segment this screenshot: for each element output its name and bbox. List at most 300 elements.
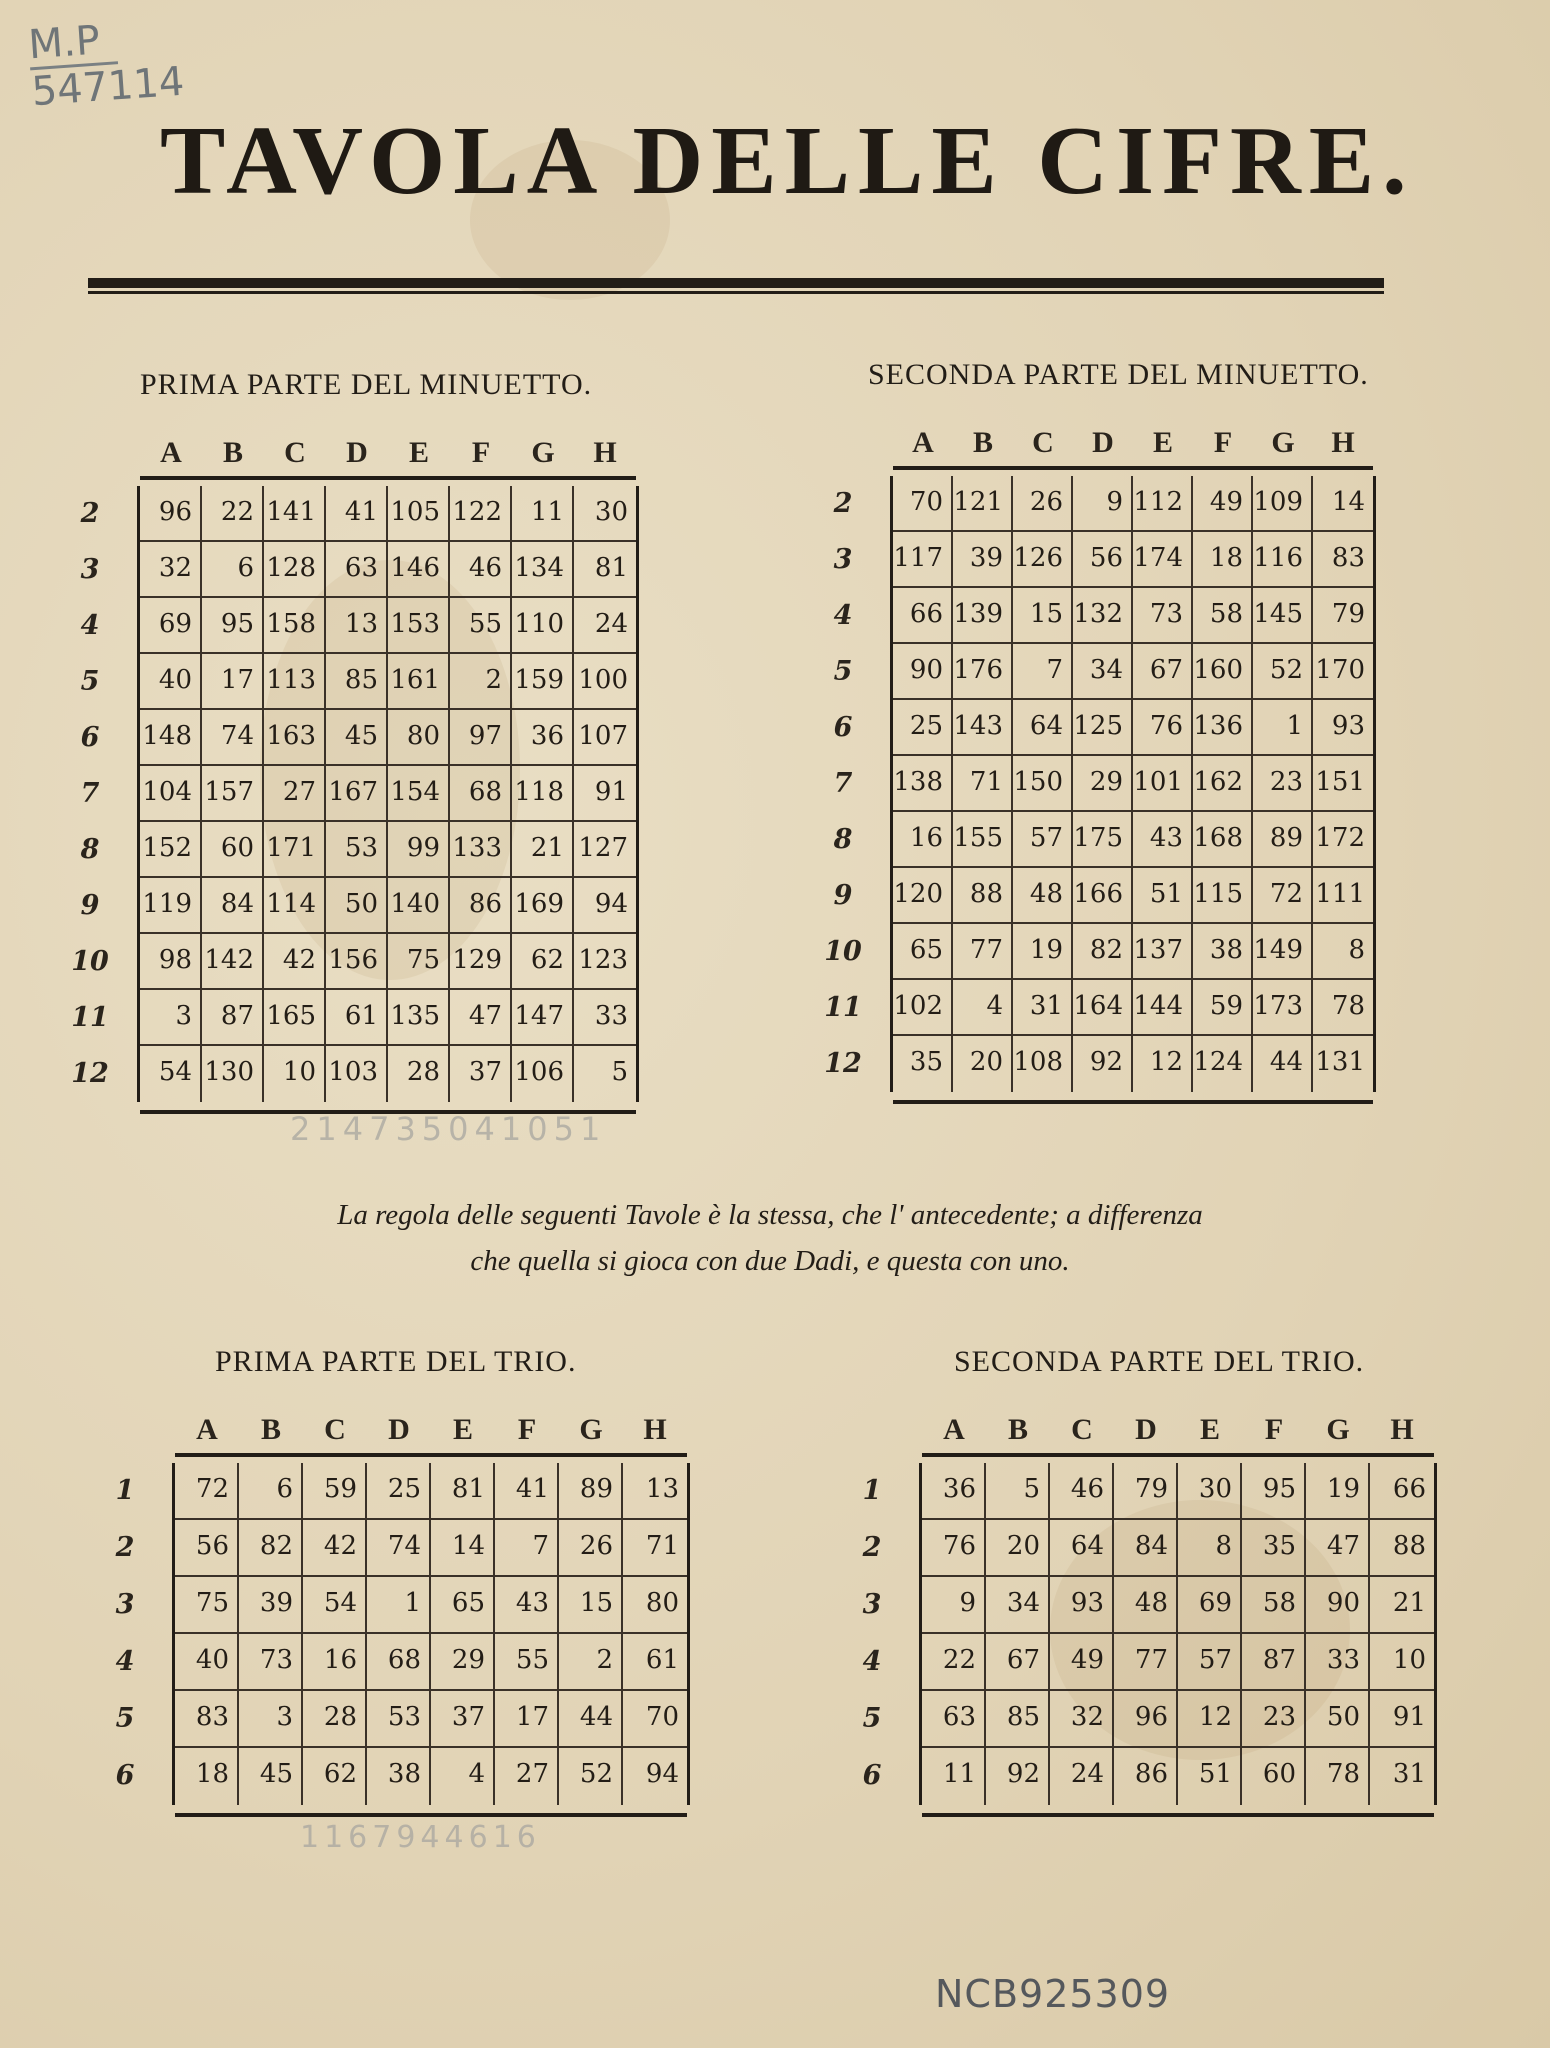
- column-letter: D: [1135, 1413, 1157, 1446]
- table-cell: 12: [1133, 1036, 1193, 1092]
- table-grid: [919, 1463, 1437, 1805]
- table-grid: [137, 486, 639, 1102]
- rule-note: La regola delle seguenti Tavole è la stessa, che l' antecedente; a differenza che quella si gioca con due Dadi, e questa con uno.: [337, 1199, 1203, 1277]
- table-cell: 15: [559, 1577, 623, 1634]
- table-cell: 39: [239, 1577, 303, 1634]
- table-cell: 51: [1178, 1748, 1242, 1805]
- pencil-note: 1167944616: [300, 1820, 541, 1855]
- table-cell: 43: [1133, 812, 1193, 868]
- table-cell: 155: [953, 812, 1013, 868]
- table-cell: 10: [264, 1046, 326, 1102]
- row-number: 5: [833, 656, 853, 687]
- table-cell: 95: [1242, 1463, 1306, 1520]
- row-number: 8: [80, 834, 100, 865]
- row-number: 1: [862, 1475, 882, 1506]
- table-cell: 76: [922, 1520, 986, 1577]
- column-letter: F: [1213, 426, 1233, 459]
- table-cell: 140: [388, 878, 450, 934]
- row-number: 2: [862, 1532, 882, 1563]
- table-cell: 51: [1133, 868, 1193, 924]
- table-cell: 166: [1073, 868, 1133, 924]
- table-cell: 56: [1073, 532, 1133, 588]
- table-cell: 172: [1313, 812, 1373, 868]
- table-cell: 14: [431, 1520, 495, 1577]
- table-cell: 24: [574, 598, 636, 654]
- table-cell: 8: [1178, 1520, 1242, 1577]
- column-letter: H: [1331, 426, 1355, 459]
- table-cell: 126: [1013, 532, 1073, 588]
- table-cell: 96: [140, 486, 202, 542]
- table-cell: 3: [140, 990, 202, 1046]
- table-caption: SECONDA PARTE DEL TRIO.: [954, 1345, 1365, 1378]
- table-cell: 14: [1313, 476, 1373, 532]
- table-cell: 29: [431, 1634, 495, 1691]
- table-grid: [172, 1463, 690, 1805]
- table-cell: 101: [1133, 756, 1193, 812]
- table-cell: 41: [326, 486, 388, 542]
- table-cell: 59: [1193, 980, 1253, 1036]
- table-cell: 81: [574, 542, 636, 598]
- table-cell: 138: [893, 756, 953, 812]
- row-number: 10: [824, 936, 862, 967]
- table-cell: 9: [922, 1577, 986, 1634]
- table-bottom-rule: [175, 1813, 687, 1817]
- table-cell: 22: [922, 1634, 986, 1691]
- table-cell: 35: [893, 1036, 953, 1092]
- table-cell: 64: [1013, 700, 1073, 756]
- table-cell: 37: [450, 1046, 512, 1102]
- table-cell: 68: [450, 766, 512, 822]
- column-letter: B: [972, 426, 993, 459]
- table-cell: 41: [495, 1463, 559, 1520]
- table-cell: 72: [1253, 868, 1313, 924]
- table-cell: 146: [388, 542, 450, 598]
- table-cell: 16: [303, 1634, 367, 1691]
- table-cell: 72: [175, 1463, 239, 1520]
- table-cell: 67: [1133, 644, 1193, 700]
- table-cell: 60: [202, 822, 264, 878]
- table-cell: 10: [1370, 1634, 1434, 1691]
- table-cell: 93: [1050, 1577, 1114, 1634]
- table-cell: 129: [450, 934, 512, 990]
- row-number: 1: [115, 1475, 135, 1506]
- table-cell: 63: [326, 542, 388, 598]
- table-cell: 25: [893, 700, 953, 756]
- row-number: 11: [71, 1002, 109, 1033]
- column-letter: E: [452, 1413, 473, 1446]
- table-cell: 61: [326, 990, 388, 1046]
- page-title: TAVOLA DELLE CIFRE.: [160, 107, 1415, 215]
- table-cell: 107: [574, 710, 636, 766]
- table-cell: 86: [450, 878, 512, 934]
- row-number: 4: [80, 610, 100, 641]
- table-cell: 80: [388, 710, 450, 766]
- table-cell: 44: [559, 1691, 623, 1748]
- column-letter: C: [1032, 426, 1054, 459]
- row-number: 11: [824, 992, 862, 1023]
- table-cell: 54: [303, 1577, 367, 1634]
- table-cell: 23: [1242, 1691, 1306, 1748]
- table-cell: 43: [495, 1577, 559, 1634]
- column-letter: A: [943, 1413, 965, 1446]
- table-cell: 82: [239, 1520, 303, 1577]
- table-cell: 11: [512, 486, 574, 542]
- table-cell: 168: [1193, 812, 1253, 868]
- table-cell: 40: [140, 654, 202, 710]
- table-cell: 75: [388, 934, 450, 990]
- table-cell: 26: [1013, 476, 1073, 532]
- table-grid: [890, 476, 1376, 1092]
- table-cell: 73: [239, 1634, 303, 1691]
- row-number: 9: [80, 890, 100, 921]
- table-cell: 75: [175, 1577, 239, 1634]
- table-cell: 108: [1013, 1036, 1073, 1092]
- column-letter: G: [1326, 1413, 1350, 1446]
- table-cell: 47: [1306, 1520, 1370, 1577]
- table-cell: 22: [202, 486, 264, 542]
- table-cell: 30: [574, 486, 636, 542]
- table-cell: 52: [559, 1748, 623, 1805]
- row-number: 3: [862, 1589, 882, 1620]
- table-cell: 169: [512, 878, 574, 934]
- column-letter: B: [260, 1413, 281, 1446]
- row-number: 5: [862, 1703, 882, 1734]
- column-letter: B: [222, 436, 243, 469]
- table-cell: 154: [388, 766, 450, 822]
- table-cell: 39: [953, 532, 1013, 588]
- table-cell: 118: [512, 766, 574, 822]
- table-cell: 6: [202, 542, 264, 598]
- table-cell: 74: [202, 710, 264, 766]
- table-cell: 112: [1133, 476, 1193, 532]
- table-cell: 21: [512, 822, 574, 878]
- table-cell: 133: [450, 822, 512, 878]
- table-cell: 48: [1114, 1577, 1178, 1634]
- table-cell: 113: [264, 654, 326, 710]
- table-cell: 76: [1133, 700, 1193, 756]
- table-cell: 139: [953, 588, 1013, 644]
- table-cell: 18: [1193, 532, 1253, 588]
- table-cell: 27: [264, 766, 326, 822]
- table-cell: 176: [953, 644, 1013, 700]
- table-bottom-rule: [922, 1813, 1434, 1817]
- table-cell: 136: [1193, 700, 1253, 756]
- table-cell: 30: [1178, 1463, 1242, 1520]
- table-cell: 58: [1242, 1577, 1306, 1634]
- title-rule: [88, 278, 1384, 288]
- table-cell: 96: [1114, 1691, 1178, 1748]
- table-cell: 121: [953, 476, 1013, 532]
- table-cell: 69: [1178, 1577, 1242, 1634]
- table-cell: 50: [1306, 1691, 1370, 1748]
- table-cell: 28: [303, 1691, 367, 1748]
- table-cell: 5: [986, 1463, 1050, 1520]
- table-cell: 99: [388, 822, 450, 878]
- table-cell: 160: [1193, 644, 1253, 700]
- table-cell: 57: [1178, 1634, 1242, 1691]
- row-number: 6: [115, 1760, 135, 1791]
- table-cell: 6: [239, 1463, 303, 1520]
- table-cell: 23: [1253, 756, 1313, 812]
- row-number: 8: [833, 824, 853, 855]
- table-cell: 58: [1193, 588, 1253, 644]
- table-cell: 137: [1133, 924, 1193, 980]
- table-cell: 124: [1193, 1036, 1253, 1092]
- table-cell: 52: [1253, 644, 1313, 700]
- table-cell: 46: [1050, 1463, 1114, 1520]
- table-cell: 71: [953, 756, 1013, 812]
- table-cell: 153: [388, 598, 450, 654]
- table-cell: 32: [1050, 1691, 1114, 1748]
- row-number: 2: [80, 498, 100, 529]
- table-cell: 62: [512, 934, 574, 990]
- table-cell: 54: [140, 1046, 202, 1102]
- column-letters: [175, 1413, 687, 1453]
- table-cell: 73: [1133, 588, 1193, 644]
- table-cell: 66: [893, 588, 953, 644]
- table-cell: 150: [1013, 756, 1073, 812]
- title-rule-thin: [88, 291, 1384, 294]
- table-cell: 53: [326, 822, 388, 878]
- table-cell: 80: [623, 1577, 687, 1634]
- table-cell: 60: [1242, 1748, 1306, 1805]
- table-cell: 16: [893, 812, 953, 868]
- table-cell: 2: [450, 654, 512, 710]
- table-bottom-rule: [893, 1100, 1373, 1104]
- table-cell: 48: [1013, 868, 1073, 924]
- column-letter: F: [517, 1413, 537, 1446]
- table-cell: 38: [367, 1748, 431, 1805]
- table-cell: 110: [512, 598, 574, 654]
- table-cell: 49: [1193, 476, 1253, 532]
- table-cell: 148: [140, 710, 202, 766]
- table-cell: 47: [450, 990, 512, 1046]
- table-cell: 92: [986, 1748, 1050, 1805]
- table-cell: 19: [1306, 1463, 1370, 1520]
- table-cell: 66: [1370, 1463, 1434, 1520]
- table-cell: 7: [1013, 644, 1073, 700]
- table-cell: 67: [986, 1634, 1050, 1691]
- table-cell: 71: [623, 1520, 687, 1577]
- table-cell: 104: [140, 766, 202, 822]
- table-cell: 167: [326, 766, 388, 822]
- table-cell: 11: [922, 1748, 986, 1805]
- table-cell: 173: [1253, 980, 1313, 1036]
- table-cell: 81: [431, 1463, 495, 1520]
- table-cell: 35: [1242, 1520, 1306, 1577]
- row-number: 5: [115, 1703, 135, 1734]
- table-cell: 92: [1073, 1036, 1133, 1092]
- table-cell: 17: [202, 654, 264, 710]
- column-letter: D: [388, 1413, 410, 1446]
- table-cell: 49: [1050, 1634, 1114, 1691]
- table-cell: 141: [264, 486, 326, 542]
- table-cell: 145: [1253, 588, 1313, 644]
- table-cell: 98: [140, 934, 202, 990]
- table-cell: 37: [431, 1691, 495, 1748]
- shelfmark: M.P 547114: [26, 17, 186, 116]
- table-cell: 50: [326, 878, 388, 934]
- column-letter: E: [1199, 1413, 1220, 1446]
- row-number: 9: [833, 880, 853, 911]
- table-cell: 38: [1193, 924, 1253, 980]
- column-letter: A: [912, 426, 934, 459]
- table-cell: 100: [574, 654, 636, 710]
- table-cell: 5: [611, 1057, 628, 1087]
- table-cell: 94: [645, 1759, 679, 1789]
- table-cell: 90: [1306, 1577, 1370, 1634]
- table-cell: 134: [512, 542, 574, 598]
- table-cell: 156: [326, 934, 388, 990]
- table-cell: 128: [264, 542, 326, 598]
- table-cell: 17: [495, 1691, 559, 1748]
- table-cell: 165: [264, 990, 326, 1046]
- table-cell: 119: [140, 878, 202, 934]
- table-cell: 78: [1313, 980, 1373, 1036]
- table-cell: 85: [326, 654, 388, 710]
- table-cell: 170: [1313, 644, 1373, 700]
- table-cell: 159: [512, 654, 574, 710]
- column-letter: H: [593, 436, 617, 469]
- table-cell: 85: [986, 1691, 1050, 1748]
- row-number: 4: [862, 1646, 882, 1677]
- row-number: 2: [115, 1532, 135, 1563]
- column-letter: D: [1092, 426, 1114, 459]
- table-cell: 89: [1253, 812, 1313, 868]
- table-caption: PRIMA PARTE DEL MINUETTO.: [140, 368, 593, 401]
- row-number: 3: [115, 1589, 135, 1620]
- table-cell: 36: [922, 1463, 986, 1520]
- column-letter: F: [471, 436, 491, 469]
- table-caption: PRIMA PARTE DEL TRIO.: [215, 1345, 577, 1378]
- table-cell: 45: [326, 710, 388, 766]
- table-cell: 34: [986, 1577, 1050, 1634]
- table-cell: 33: [1306, 1634, 1370, 1691]
- table-top-rule: [893, 466, 1373, 470]
- table-cell: 9: [1073, 476, 1133, 532]
- table-cell: 162: [1193, 756, 1253, 812]
- table-cell: 25: [367, 1463, 431, 1520]
- table-cell: 74: [367, 1520, 431, 1577]
- table-cell: 151: [1313, 756, 1373, 812]
- table-top-rule: [140, 476, 636, 480]
- table-cell: 117: [893, 532, 953, 588]
- table-cell: 157: [202, 766, 264, 822]
- table-cell: 105: [388, 486, 450, 542]
- table-cell: 147: [512, 990, 574, 1046]
- table-cell: 34: [1073, 644, 1133, 700]
- table-cell: 1: [1253, 700, 1313, 756]
- table-cell: 15: [1013, 588, 1073, 644]
- table-cell: 83: [175, 1691, 239, 1748]
- row-number: 3: [833, 544, 853, 575]
- row-number: 2: [833, 488, 853, 519]
- table-cell: 82: [1073, 924, 1133, 980]
- table-cell: 42: [264, 934, 326, 990]
- table-cell: 78: [1306, 1748, 1370, 1805]
- table-cell: 26: [559, 1520, 623, 1577]
- table-cell: 36: [512, 710, 574, 766]
- table-cell: 29: [1073, 756, 1133, 812]
- table-cell: 88: [1370, 1520, 1434, 1577]
- row-number: 7: [80, 778, 100, 809]
- row-number: 4: [115, 1646, 135, 1677]
- table-cell: 18: [175, 1748, 239, 1805]
- table-cell: 69: [140, 598, 202, 654]
- table-cell: 45: [239, 1748, 303, 1805]
- table-cell: 109: [1253, 476, 1313, 532]
- table-cell: 89: [559, 1463, 623, 1520]
- table-cell: 3: [239, 1691, 303, 1748]
- table-cell: 53: [367, 1691, 431, 1748]
- table-cell: 142: [202, 934, 264, 990]
- table-cell: 12: [1178, 1691, 1242, 1748]
- table-cell: 79: [1114, 1463, 1178, 1520]
- column-letter: G: [1271, 426, 1295, 459]
- table-cell: 13: [326, 598, 388, 654]
- table-cell: 144: [1133, 980, 1193, 1036]
- row-number: 12: [71, 1058, 109, 1089]
- table-cell: 28: [388, 1046, 450, 1102]
- column-letter: G: [579, 1413, 603, 1446]
- table-cell: 106: [512, 1046, 574, 1102]
- row-number: 7: [833, 768, 853, 799]
- table-caption: SECONDA PARTE DEL MINUETTO.: [868, 358, 1369, 391]
- table-cell: 149: [1253, 924, 1313, 980]
- table-cell: 13: [623, 1463, 687, 1520]
- table-cell: 91: [1370, 1691, 1434, 1748]
- table-cell: 65: [431, 1577, 495, 1634]
- table-cell: 65: [893, 924, 953, 980]
- table-cell: 87: [202, 990, 264, 1046]
- table-cell: 152: [140, 822, 202, 878]
- table-cell: 63: [922, 1691, 986, 1748]
- table-cell: 164: [1073, 980, 1133, 1036]
- table-cell: 163: [264, 710, 326, 766]
- table-cell: 90: [893, 644, 953, 700]
- table-cell: 132: [1073, 588, 1133, 644]
- table-cell: 127: [574, 822, 636, 878]
- table-cell: 83: [1313, 532, 1373, 588]
- column-letter: C: [1071, 1413, 1093, 1446]
- table-cell: 20: [953, 1036, 1013, 1092]
- table-cell: 19: [1013, 924, 1073, 980]
- table-cell: 62: [303, 1748, 367, 1805]
- table-top-rule: [922, 1453, 1434, 1457]
- column-letters: [140, 436, 636, 476]
- table-cell: 125: [1073, 700, 1133, 756]
- table-cell: 171: [264, 822, 326, 878]
- table-cell: 44: [1253, 1036, 1313, 1092]
- table-cell: 1: [367, 1577, 431, 1634]
- table-cell: 158: [264, 598, 326, 654]
- table-cell: 111: [1313, 868, 1373, 924]
- column-letter: F: [1264, 1413, 1284, 1446]
- row-number: 4: [833, 600, 853, 631]
- table-cell: 46: [450, 542, 512, 598]
- table-cell: 2: [559, 1634, 623, 1691]
- table-cell: 40: [175, 1634, 239, 1691]
- library-stamp: NCB925309: [935, 1972, 1171, 2016]
- table-cell: 57: [1013, 812, 1073, 868]
- table-cell: 143: [953, 700, 1013, 756]
- table-top-rule: [175, 1453, 687, 1457]
- table-cell: 87: [1242, 1634, 1306, 1691]
- table-cell: 175: [1073, 812, 1133, 868]
- column-letters: [893, 426, 1373, 466]
- column-letter: H: [1390, 1413, 1414, 1446]
- table-cell: 20: [986, 1520, 1050, 1577]
